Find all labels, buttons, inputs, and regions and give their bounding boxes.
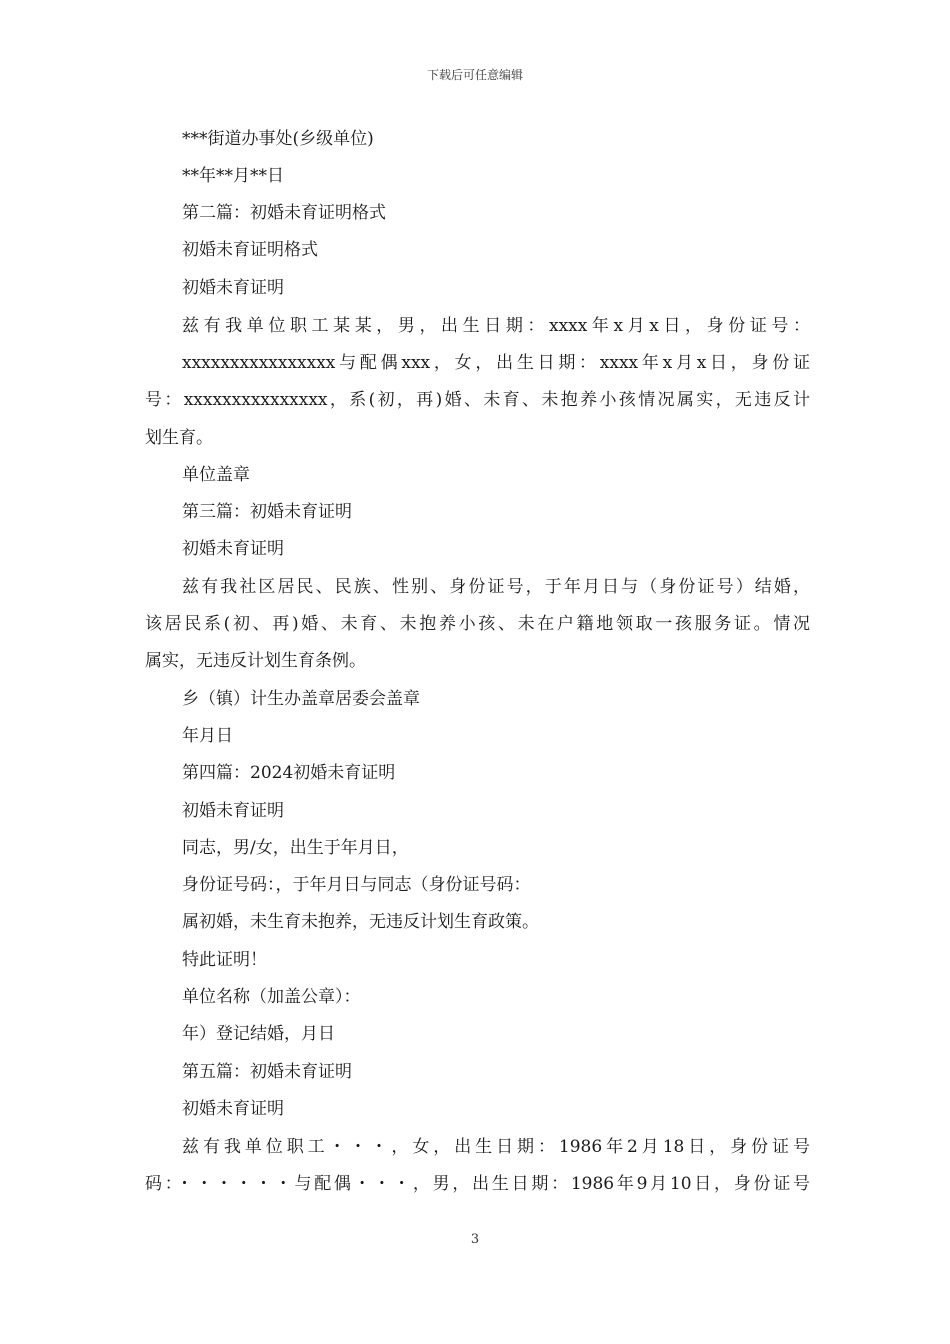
text-line: 年月日 [182, 726, 233, 746]
section-heading: 第三篇：初婚未育证明 [182, 502, 352, 522]
text-line: 同志，男/女，出生于年月日， [182, 838, 409, 858]
paragraph-line: 兹有我社区居民、民族、性别、身份证号，于年月日与（身份证号）结婚， [182, 577, 810, 597]
section-heading: 第四篇：2024初婚未育证明 [182, 763, 396, 783]
text-line: 初婚未育证明 [182, 801, 284, 821]
paragraph-line: 兹有我单位职工某某，男，出生日期：xxxx年x月x日，身份证号： [182, 316, 810, 336]
page-header-note: 下载后可任意编辑 [426, 68, 523, 82]
paragraph-line: xxxxxxxxxxxxxxxx与配偶xxx，女，出生日期：xxxx年x月x日，身份证 [182, 353, 810, 373]
page-number: 3 [470, 1232, 480, 1247]
text-line: 单位名称（加盖公章）： [182, 987, 361, 1007]
text-line: 属初婚，未生育未抱养，无违反计划生育政策。 [182, 912, 539, 932]
text-line: 特此证明！ [182, 950, 267, 970]
text-line: 初婚未育证明 [182, 539, 284, 559]
text-line: 身份证号码：，于年月日与同志（身份证号码： [182, 875, 531, 895]
text-line: 单位盖章 [182, 465, 250, 485]
text-line: ***街道办事处(乡级单位) [182, 129, 374, 149]
text-line: 初婚未育证明格式 [182, 240, 318, 260]
text-line: 年）登记结婚，月日 [182, 1024, 335, 1044]
text-line: **年**月**日 [182, 166, 284, 186]
text-line: 乡（镇）计生办盖章居委会盖章 [182, 689, 420, 709]
paragraph-line: 划生育。 [145, 428, 213, 448]
text-line: 初婚未育证明 [182, 278, 284, 298]
section-heading: 第五篇：初婚未育证明 [182, 1062, 352, 1082]
text-line: 初婚未育证明 [182, 1099, 284, 1119]
paragraph-line: 该居民系(初、再)婚、未育、未抱养小孩、未在户籍地领取一孩服务证。情况 [145, 614, 810, 634]
paragraph-line: 码：・・・・・・与配偶・・・，男，出生日期：1986年9月10日，身份证号 [145, 1174, 810, 1194]
paragraph-line: 兹有我单位职工・・・，女，出生日期：1986年2月18日，身份证号 [182, 1137, 810, 1157]
section-heading: 第二篇：初婚未育证明格式 [182, 203, 386, 223]
paragraph-line: 号：xxxxxxxxxxxxxxx，系(初，再)婚、未育、未抱养小孩情况属实，无违反计 [145, 390, 810, 410]
paragraph-line: 属实，无违反计划生育条例。 [145, 651, 366, 671]
